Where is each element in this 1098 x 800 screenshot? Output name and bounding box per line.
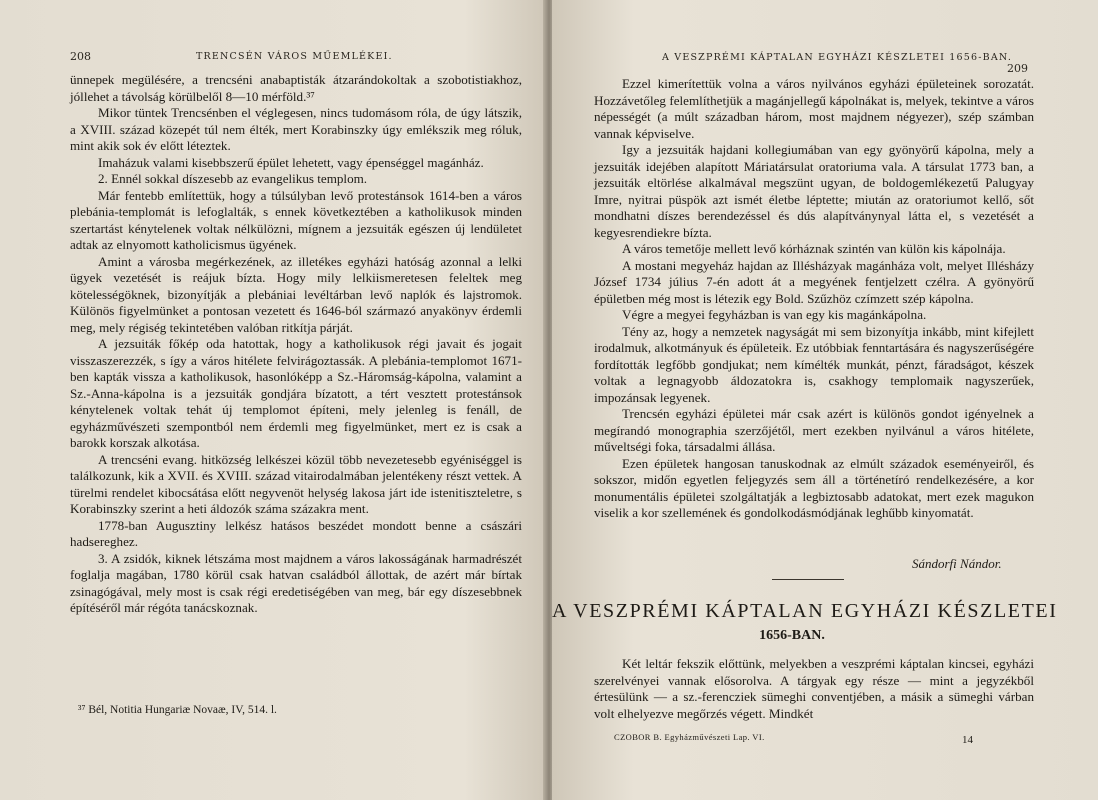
paragraph: Ezzel kimerítettük volna a város nyilvános egyházi épületeinek sorozatát. Hozzávetőleg felemlíthetjük a magánjellegű kápolnákat is, melyek, tekintve a város népességét (a múlt században három, most majdnem négyezer), szép számban vannak képviselve. [594,76,1034,141]
page-number-left: 208 [70,50,91,63]
paragraph: 1778-ban Augusztiny lelkész hatásos beszédet mondott benne a császári hadsereghez. [70,517,522,549]
paragraph: Már fentebb említettük, hogy a túlsúlyban levő protestánsok 1614-ben a város plebánia-templomát is lefoglalták, s ennek következtében a katholikusok minden szertartást kénytelenek voltak nélkülözni, mígnem a jezsuiták egészen új lendületet adtak az elnyomott katholicismus ügyének. [70,187,522,252]
paragraph: Tény az, hogy a nemzetek nagyságát mi sem bizonyítja inkább, mint kifejlett irodalmuk, alkotmányuk és épületeik. Ez utóbbiak fenntartására és nagyszerűségére fordították legfőbb gondjukat; nem kímélték munkát, pénzt, fáradságot, készek voltak a legnagyobb áldozatokra is, csakhogy templomaik nagyszerűek, impozánsak legyenek. [594,323,1034,405]
paragraph: Mikor tüntek Trencsénben el véglegesen, nincs tudomásom róla, de úgy látszik, a XVIII. század közepét túl nem élték, mert Korabinszky úgy emlékszik meg róluk, mint akik sok év előtt léteztek. [70,105,522,153]
paragraph: 3. A zsidók, kiknek létszáma most majdnem a város lakosságának harmadrészét foglalja magában, 1780 körül csak hatvan családból állottak, de azért már bírtak zsinagógával, mely most is csak régi eredetiségében van meg, bár egy díszesebbnek építéséről már régóta tanácskoznak. [70,550,522,615]
section-divider [772,579,844,580]
paragraph: Imaházuk valami kisebbszerű épület lehetett, vagy épenséggel magánház. [98,154,484,170]
author-signature: Sándorfi Nándor. [912,556,1002,571]
right-page [552,0,1098,800]
left-page [0,0,546,800]
paragraph: A jezsuiták főkép oda hatottak, hogy a katholikusok régi javait és jogait visszaszerezzék, s így a város hitélete felvirágoztassák. A plebánia-templomot 1671-ben kapták vissza a katholikusok, hasonlóképp a Sz.-Háromság-kápolna, valamint a Sz.-Anna-kápolna is a jezsuiták gondjára bízatott, a tért vesztett protestánsok kénytelenek voltak tehát új templomot építeni, mely jelenleg is fenáll, de egyházművészeti szempontból nem érdemli meg figyelmünket, mert ez is csak a barokk korszak alkotása. [70,336,522,450]
paragraph: Trencsén egyházi épületei már csak azért is különös gondot igényelnek a megírandó monographia szerzőjétől, mert ezekben nyilvánul a város hitélete, műveltségi foka, társadalmi állása. [594,406,1034,454]
paragraph: A város temetője mellett levő kórháznak szintén van külön kis kápolnája. [622,241,1006,256]
left-body-text [70,72,522,617]
paragraph: A trencséni evang. hitközség lelkészei közül több nevezetesebb egyéniséggel is találkozunk, kik a XVII. és XVIII. század vitairodalmában jelentékeny részt vettek. A türelmi rendelet kibocsátása előtt negyvenöt helység lakosa járt ide istenitiszteletre, s Korabinszky szerint a heti áldozók száma százakra ment. [70,451,522,516]
paragraph: Amint a városba megérkezének, az illetékes egyházi hatóság azonnal a lelki ügyek vezetését is reájuk bízta. Hogy mily lelkiismeretesen feleltek meg kötelességöknek, bizonyítják a plebániai levéltárban levő naplók és lajstromok. Különös figyelmünket a pontosan vezetett és 1646-ból származó anyakönyv érdemli meg, mely régiség tekintetében valóban ritkítja párját. [70,253,522,335]
running-head-right: A VESZPRÉMI KÁPTALAN EGYHÁZI KÉSZLETEI 1656-BAN. [662,52,1013,63]
paragraph: Végre a megyei fegyházban is van egy kis magánkápolna. [622,307,927,322]
article-year: 1656-BAN. [759,628,825,643]
page-number-right: 209 [1007,62,1028,75]
signature-mark: 14 [962,734,973,746]
paragraph: Két leltár fekszik előttünk, melyekben a veszprémi káptalan kincsei, egyházi szerelvényei vannak elősorolva. A tárgyak egy része — mint a jegyzékből értesülünk — a sz.-ferencziek sümeghi conventjében, a másik a sümeghi várban volt elhelyezve megőrzés végett. Mindkét [594,656,1034,721]
article-body-text [594,656,1034,722]
running-head-left: TRENCSÉN VÁROS MŰEMLÉKEI. [196,51,393,62]
article-title: A VESZPRÉMI KÁPTALAN EGYHÁZI KÉSZLETEI [552,600,1058,622]
paragraph: Ezen épületek hangosan tanuskodnak az elmúlt századok eseményeiről, és sokszor, midőn egyetlen feljegyzés sem áll a történetíró rendelkezésére, a kor monumentális épületei szolgáltatják a legbiztosabb adatokat, mert ezek magukon viselik a kor szellemének és gondolkodásmódjának leghűbb kinyomatát. [594,455,1034,520]
paragraph: A mostani megyeház hajdan az Illésházyak magánháza volt, melyet Illésházy József 1734 július 7-én adott át a megyének fentjelzett czélra. A gyönyörű épületben még most is létezik egy Bold. Szűzhöz czímzett szép kápolna. [594,257,1034,306]
right-body-text [594,76,1034,522]
paragraph: ünnepek megülésére, a trencséni anabaptisták átzarándokoltak a szobotistiakhoz, jóllehet a távolság körülbelől 8—10 mérföld.³⁷ [70,72,522,104]
footnote: ³⁷ Bél, Notitia Hungariæ Novaæ, IV, 514. l. [78,704,277,716]
paragraph: 2. Ennél sokkal díszesebb az evangelikus templom. [98,171,368,186]
paragraph: Igy a jezsuiták hajdani kollegiumában van egy gyönyörű kápolna, mely a jezsuiták idejében alapított Máriatársulat oratoriuma vala. A társulat 1773 ban, a jezsuiták eltörlése alkalmával megszünt ugyan, de boldogemlékezetű Palugyay Imre, nyitrai püspök azt ismét életbe léptette; miután az oratoriumot kellő, sőt mondhatni díszes berendezéssel és dús alapítványnyal látta el, s vezetését a kegyesrendiekre bízta. [594,142,1034,240]
bottom-note: CZOBOR B. Egyházművészeti Lap. VI. [614,732,765,742]
